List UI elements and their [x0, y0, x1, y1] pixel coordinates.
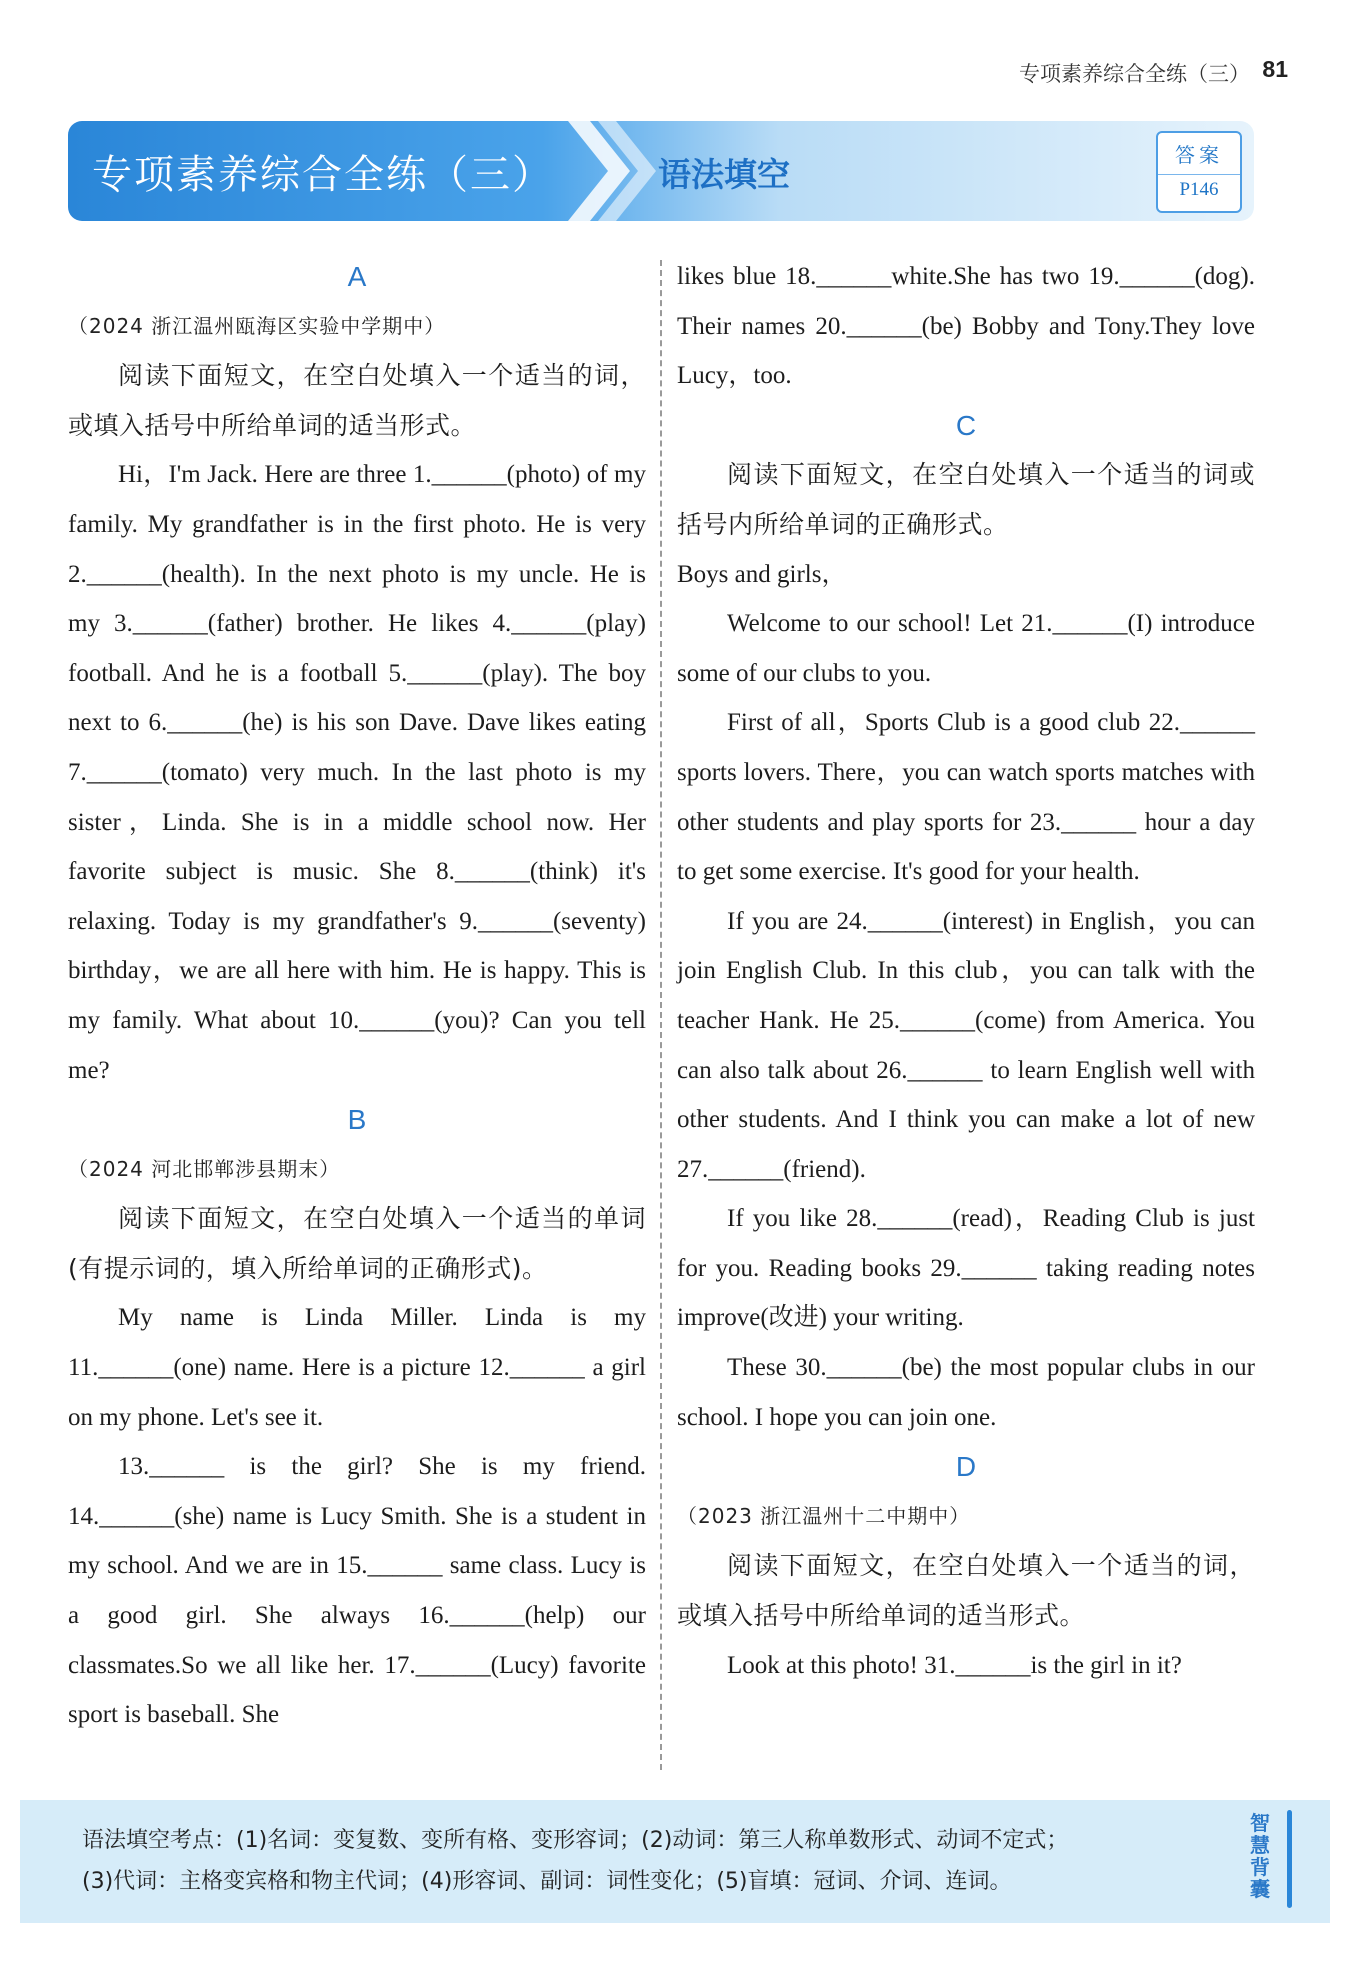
- section-a-text: Hi，I'm Jack. Here are three 1.______(photo) of my family. My grandfather is in the first photo. He is very 2.______(health). In the next photo is my uncle. He is my 3.______(father) brother. He likes 4.______(play) football. And he is a football 5.______(play). The boy next to 6.______(he) is his son Dave. Dave likes eating 7.______(tomato) very much. In the last photo is my sister，Linda. She is in a middle school now. Her favorite subject is music. She 8.______(think) it's relaxing. Today is my grandfather's 9.______(seventy) birthday，we are all here with him. He is happy. This is my family. What about 10.______(you)? Can you tell me?: [68, 461, 646, 1084]
- tips-text: [82, 1820, 1182, 1902]
- section-c-paragraph-5: These 30.______(be) the most popular clubs in our school. I hope you can join one.: [677, 1354, 1255, 1431]
- section-c-paragraph-3: If you are 24.______(interest) in English，you can join English Club. In this club，you can talk with the teacher Hank. He 25.______(come) from America. You can also talk about 26.______ to learn English well with other students. And I think you can make a lot of new 27.______(friend).: [677, 907, 1255, 1183]
- section-d-paragraph-1: Look at this photo! 31.______is the girl in it?: [727, 1651, 1182, 1679]
- banner-subtitle: 语法填空: [658, 155, 790, 194]
- section-d-letter: D: [955, 1451, 977, 1483]
- section-c-instruction: 阅读下面短文，在空白处填入一个适当的词或括号内所给单词的正确形式。: [677, 460, 1255, 539]
- answer-page: P146: [1158, 174, 1240, 201]
- section-d-instruction: 阅读下面短文，在空白处填入一个适当的词，或填入括号中所给单词的适当形式。: [677, 1551, 1255, 1631]
- running-title: 专项素养综合全练（三）: [1019, 62, 1250, 86]
- section-b-source: （2024 河北邯郸涉县期末）: [68, 1156, 341, 1181]
- tips-side-label: 智慧背囊: [1250, 1811, 1270, 1901]
- section-c-greeting: Boys and girls，: [677, 560, 847, 588]
- tips-line-1: 语法填空考点：(1)名词：变复数、变所有格、变形容词；(2)动词：第三人称单数形式、动词不定式；: [82, 1828, 1069, 1853]
- page-header: [0, 0, 1350, 100]
- section-b-instruction: 阅读下面短文，在空白处填入一个适当的单词(有提示词的，填入所给单词的正确形式)。: [68, 1204, 646, 1283]
- section-c-paragraph-2: First of all，Sports Club is a good club 22.______ sports lovers. There，you can watch sports matches with other students and play sports for 23.______ hour a day to get some exercise. It's good for your health.: [677, 709, 1255, 886]
- section-c-paragraph-1: Welcome to our school! Let 21.______(I) introduce some of our clubs to you.: [677, 610, 1255, 687]
- section-b-paragraph-1: My name is Linda Miller. Linda is my 11.______(one) name. Here is a picture 12.______ a girl on my phone. Let's see it.: [68, 1304, 646, 1431]
- tips-box: [20, 1800, 1330, 1923]
- column-divider: [660, 260, 662, 1770]
- section-b-letter: B: [347, 1104, 367, 1136]
- answer-reference: [1156, 131, 1242, 213]
- tips-line-2: (3)代词：主格变宾格和物主代词；(4)形容词、副词：词性变化；(5)盲填：冠词、介词、连词。: [82, 1869, 1012, 1894]
- section-a-instruction: 阅读下面短文，在空白处填入一个适当的词，或填入括号中所给单词的适当形式。: [68, 361, 646, 440]
- tips-accent-bar: [1287, 1810, 1292, 1908]
- section-banner: [68, 121, 1254, 221]
- section-b-continued: likes blue 18.______white.She has two 19.______(dog). Their names 20.______(be) Bobby and Tony.They love Lucy，too.: [677, 263, 1255, 390]
- section-c-paragraph-4: If you like 28.______(read)，Reading Club is just for you. Reading books 29.______ taking reading notes improve(改进) your writing.: [677, 1205, 1255, 1332]
- section-a-source: （2024 浙江温州瓯海区实验中学期中）: [68, 313, 446, 338]
- section-a-letter: A: [347, 261, 367, 292]
- answer-label: 答案: [1175, 143, 1223, 167]
- page-number: 81: [1262, 56, 1288, 82]
- section-b-paragraph-2: 13.______ is the girl? She is my friend. 14.______(she) name is Lucy Smith. She is a student in my school. And we are in 15.______ same class. Lucy is a good girl. She always 16.______(help) our classmates.So we all like her. 17.______(Lucy) favorite sport is baseball. She: [68, 1453, 646, 1729]
- section-d-source: （2023 浙江温州十二中期中）: [677, 1503, 971, 1528]
- left-column: [68, 252, 646, 1740]
- right-column: [677, 252, 1255, 1690]
- banner-title: 专项素养综合全练（三）: [92, 152, 554, 198]
- section-c-letter: C: [955, 409, 977, 441]
